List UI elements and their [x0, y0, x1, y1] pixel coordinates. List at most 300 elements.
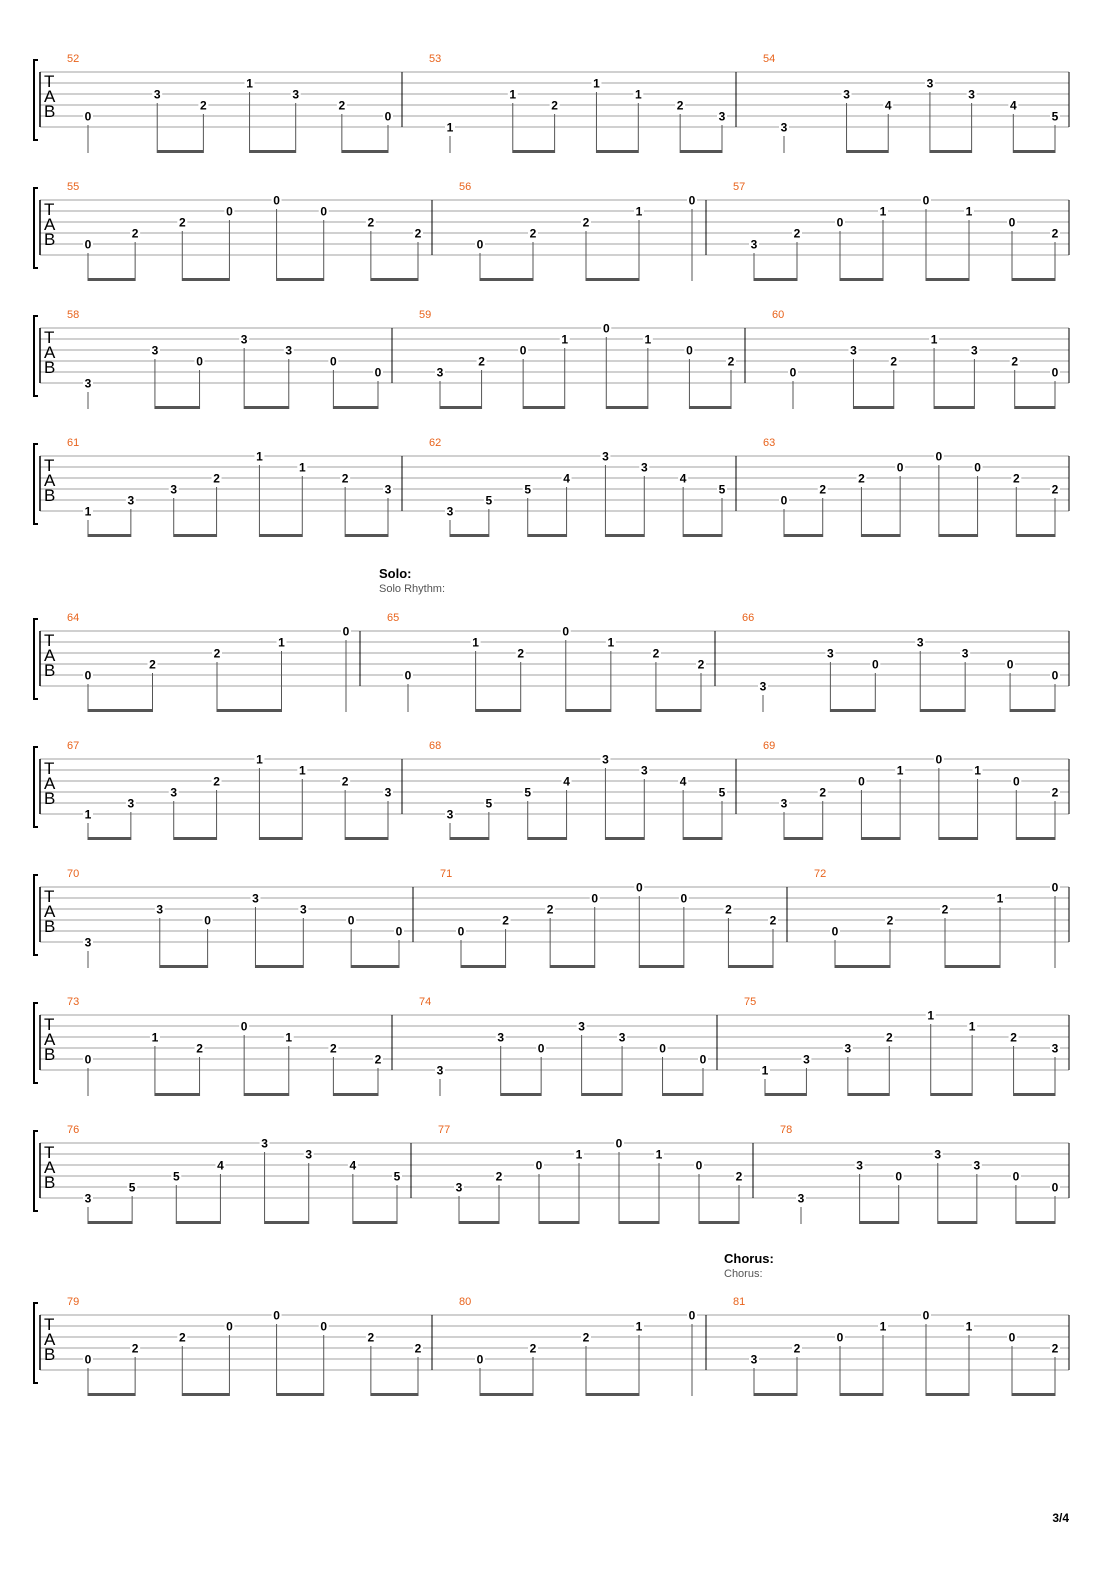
- fret-number: 0: [476, 237, 484, 252]
- tab-clef-letter: T: [44, 1143, 55, 1162]
- beam: [945, 965, 1000, 968]
- fret-number: 1: [896, 763, 904, 778]
- fret-number: 3: [827, 646, 834, 661]
- fret-number: 2: [529, 226, 537, 241]
- beam: [689, 406, 731, 409]
- beam: [784, 837, 823, 840]
- tab-clef-letter: A: [44, 471, 56, 490]
- fret-number: 5: [1051, 109, 1059, 124]
- fret-number: 1: [965, 204, 973, 219]
- section-title: Solo:: [379, 566, 412, 581]
- fret-number: 3: [384, 785, 392, 800]
- fret-number: 0: [395, 924, 403, 939]
- fret-number: 1: [256, 752, 263, 767]
- fret-number: 4: [1009, 98, 1017, 113]
- tab-clef-letter: B: [44, 917, 56, 936]
- measure-number: 58: [67, 309, 80, 321]
- system-bracket: [34, 444, 38, 524]
- fret-number: 3: [718, 109, 726, 124]
- fret-number: 1: [635, 1319, 643, 1334]
- fret-number: 0: [789, 365, 797, 380]
- beam: [88, 534, 131, 537]
- fret-number: 1: [84, 807, 92, 822]
- fret-number: 1: [634, 87, 642, 102]
- beam: [596, 150, 638, 153]
- tab-clef-letter: T: [44, 456, 55, 475]
- fret-number: 5: [172, 1169, 180, 1184]
- tab-clef-letter: B: [44, 102, 56, 121]
- beam: [440, 406, 482, 409]
- fret-number: 2: [819, 482, 827, 497]
- fret-number: 3: [640, 763, 648, 778]
- fret-number: 2: [341, 774, 349, 789]
- fret-number: 2: [941, 902, 949, 917]
- measure-number: 72: [814, 868, 827, 880]
- beam: [88, 1221, 132, 1224]
- fret-number: 0: [871, 657, 879, 672]
- beam: [351, 965, 399, 968]
- fret-number: 2: [178, 1330, 186, 1345]
- beam: [244, 406, 289, 409]
- tab-clef-letter: A: [44, 215, 56, 234]
- fret-number: 3: [497, 1030, 505, 1045]
- beam: [605, 837, 644, 840]
- fret-number: 3: [446, 504, 454, 519]
- measure-number: 77: [438, 1124, 451, 1136]
- fret-number: 1: [151, 1030, 159, 1045]
- fret-number: 0: [320, 204, 328, 219]
- fret-number: 2: [367, 1330, 375, 1345]
- measure-number: 61: [67, 437, 80, 449]
- tab-clef-letter: B: [44, 486, 56, 505]
- fret-number: 3: [127, 493, 135, 508]
- fret-number: 1: [655, 1147, 663, 1162]
- tab-clef-letter: B: [44, 358, 56, 377]
- fret-number: 0: [330, 354, 337, 369]
- fret-number: 0: [404, 668, 412, 683]
- beam: [217, 709, 282, 712]
- fret-number: 3: [84, 1191, 92, 1206]
- fret-number: 0: [347, 913, 355, 928]
- fret-number: 3: [750, 1352, 758, 1367]
- fret-number: 2: [546, 902, 554, 917]
- fret-number: 0: [922, 193, 930, 208]
- beam: [784, 534, 823, 537]
- beam: [606, 406, 648, 409]
- fret-number: 0: [1051, 1180, 1059, 1195]
- beam: [176, 1221, 220, 1224]
- fret-number: 0: [922, 1308, 930, 1323]
- fret-number: 0: [858, 774, 865, 789]
- fret-number: 0: [240, 1019, 248, 1034]
- fret-number: 0: [615, 1136, 623, 1151]
- beam: [931, 1093, 972, 1096]
- measure-number: 68: [429, 740, 442, 752]
- fret-number: 0: [780, 493, 788, 508]
- beam: [342, 150, 388, 153]
- tab-clef-letter: A: [44, 87, 56, 106]
- measure-number: 62: [429, 437, 442, 449]
- tab-clef-letter: B: [44, 1173, 56, 1192]
- measure-number: 70: [67, 868, 80, 880]
- beam: [174, 837, 217, 840]
- beam: [1012, 1393, 1055, 1396]
- beam: [459, 1221, 499, 1224]
- measure-number: 54: [763, 53, 776, 65]
- fret-number: 2: [414, 226, 422, 241]
- fret-number: 1: [593, 76, 600, 91]
- beam: [939, 534, 978, 537]
- fret-number: 2: [213, 774, 220, 789]
- beam: [619, 1221, 659, 1224]
- beam: [244, 1093, 289, 1096]
- fret-number: 0: [196, 354, 203, 369]
- tab-clef-letter: T: [44, 328, 55, 347]
- tab-clef-letter: T: [44, 887, 55, 906]
- fret-number: 2: [338, 98, 346, 113]
- fret-number: 4: [679, 774, 687, 789]
- beam: [450, 534, 489, 537]
- tab-clef-letter: A: [44, 1330, 56, 1349]
- fret-number: 3: [803, 1052, 810, 1067]
- tab-clef-letter: B: [44, 1345, 56, 1364]
- fret-number: 2: [1051, 482, 1059, 497]
- fret-number: 3: [151, 343, 159, 358]
- fret-number: 1: [968, 1019, 976, 1034]
- tab-clef-letter: B: [44, 789, 56, 808]
- tab-clef-letter: T: [44, 1015, 55, 1034]
- fret-number: 1: [446, 120, 454, 135]
- beam: [939, 837, 978, 840]
- tab-clef-letter: A: [44, 774, 56, 793]
- fret-number: 3: [856, 1158, 863, 1173]
- fret-number: 0: [695, 1158, 703, 1173]
- fret-number: 3: [240, 332, 248, 347]
- fret-number: 4: [217, 1158, 224, 1173]
- beam: [830, 709, 875, 712]
- fret-number: 2: [502, 913, 509, 928]
- fret-number: 0: [836, 1330, 844, 1345]
- beam: [265, 1221, 309, 1224]
- beam: [847, 150, 889, 153]
- fret-number: 3: [640, 460, 648, 475]
- beam: [513, 150, 555, 153]
- fret-number: 2: [1051, 226, 1059, 241]
- tab-clef-letter: A: [44, 646, 56, 665]
- fret-number: 3: [170, 785, 178, 800]
- fret-number: 3: [843, 87, 850, 102]
- measure-number: 74: [419, 996, 432, 1008]
- fret-number: 1: [996, 891, 1004, 906]
- beam: [683, 837, 722, 840]
- fret-number: 5: [128, 1180, 136, 1195]
- tab-clef-letter: B: [44, 230, 56, 249]
- tab-clef-letter: T: [44, 1315, 55, 1334]
- beam: [259, 534, 302, 537]
- beam: [699, 1221, 739, 1224]
- beam: [277, 278, 324, 281]
- system-bracket: [34, 316, 38, 396]
- fret-number: 2: [517, 646, 525, 661]
- fret-number: 1: [246, 76, 253, 91]
- tab-clef-letter: A: [44, 1158, 56, 1177]
- fret-number: 3: [84, 935, 92, 950]
- beam: [1016, 534, 1055, 537]
- section-title: Chorus:: [724, 1251, 774, 1266]
- fret-number: 3: [127, 796, 135, 811]
- tab-clef-letter: A: [44, 902, 56, 921]
- beam: [353, 1221, 397, 1224]
- fret-number: 3: [602, 449, 609, 464]
- tab-clef-letter: T: [44, 759, 55, 778]
- system-bracket: [34, 875, 38, 955]
- fret-number: 5: [524, 785, 532, 800]
- beam: [539, 1221, 579, 1224]
- beam: [639, 965, 684, 968]
- fret-number: 0: [659, 1041, 666, 1056]
- fret-number: 0: [562, 624, 570, 639]
- fret-number: 2: [793, 1341, 801, 1356]
- fret-number: 0: [1008, 215, 1016, 230]
- fret-number: 0: [1008, 1330, 1016, 1345]
- fret-number: 1: [278, 635, 285, 650]
- beam: [480, 278, 533, 281]
- beam: [656, 709, 701, 712]
- measure-number: 56: [459, 181, 472, 193]
- fret-number: 0: [1006, 657, 1014, 672]
- fret-number: 0: [1051, 668, 1059, 683]
- measure-number: 64: [67, 612, 80, 624]
- beam: [754, 1393, 797, 1396]
- tab-clef-letter: B: [44, 661, 56, 680]
- fret-number: 0: [974, 460, 981, 475]
- beam: [1015, 406, 1055, 409]
- system-bracket: [34, 1131, 38, 1211]
- fret-number: 0: [84, 109, 92, 124]
- beam: [450, 837, 489, 840]
- beam: [860, 1221, 899, 1224]
- fret-number: 0: [896, 460, 904, 475]
- measure-number: 59: [419, 309, 432, 321]
- fret-number: 3: [602, 752, 609, 767]
- tab-clef-letter: T: [44, 72, 55, 91]
- fret-number: 0: [895, 1169, 903, 1184]
- fret-number: 3: [261, 1136, 268, 1151]
- beam: [586, 1393, 639, 1396]
- fret-number: 1: [644, 332, 652, 347]
- beam: [930, 150, 972, 153]
- fret-number: 3: [961, 646, 969, 661]
- fret-number: 3: [170, 482, 178, 497]
- fret-number: 3: [436, 1063, 444, 1078]
- beam: [528, 534, 567, 537]
- beam: [528, 837, 567, 840]
- beam: [88, 709, 153, 712]
- fret-number: 3: [455, 1180, 463, 1195]
- fret-number: 0: [591, 891, 599, 906]
- measure-number: 78: [780, 1124, 793, 1136]
- fret-number: 0: [935, 449, 943, 464]
- fret-number: 5: [718, 482, 726, 497]
- fret-number: 2: [886, 913, 894, 928]
- tab-clef-letter: A: [44, 343, 56, 362]
- measure-number: 73: [67, 996, 80, 1008]
- beam: [480, 1393, 533, 1396]
- fret-number: 3: [292, 87, 300, 102]
- fret-number: 0: [204, 913, 211, 928]
- fret-number: 3: [84, 376, 92, 391]
- beam: [848, 1093, 889, 1096]
- fret-number: 1: [285, 1030, 293, 1045]
- fret-number: 2: [652, 646, 660, 661]
- fret-number: 2: [769, 913, 777, 928]
- beam: [501, 1093, 541, 1096]
- system-bracket: [34, 619, 38, 699]
- fret-number: 1: [84, 504, 92, 519]
- fret-number: 0: [535, 1158, 543, 1173]
- fret-number: 2: [131, 1341, 139, 1356]
- beam: [461, 965, 506, 968]
- system-bracket: [34, 60, 38, 140]
- beam: [88, 837, 131, 840]
- fret-number: 5: [485, 796, 493, 811]
- fret-number: 4: [679, 471, 687, 486]
- fret-number: 2: [1051, 1341, 1059, 1356]
- beam: [333, 406, 378, 409]
- beam: [1016, 837, 1055, 840]
- beam: [938, 1221, 977, 1224]
- fret-number: 0: [374, 365, 382, 380]
- beam: [476, 709, 521, 712]
- fret-number: 0: [342, 624, 350, 639]
- fret-number: 2: [131, 226, 139, 241]
- fret-number: 2: [196, 1041, 203, 1056]
- fret-number: 1: [607, 635, 615, 650]
- fret-number: 0: [688, 1308, 696, 1323]
- beam: [1016, 1221, 1055, 1224]
- measure-number: 52: [67, 53, 80, 65]
- fret-number: 2: [1011, 354, 1019, 369]
- fret-number: 0: [384, 109, 392, 124]
- fret-number: 2: [178, 215, 186, 230]
- fret-number: 1: [561, 332, 569, 347]
- fret-number: 3: [285, 343, 293, 358]
- beam: [250, 150, 296, 153]
- measure-number: 67: [67, 740, 80, 752]
- fret-number: 2: [495, 1169, 503, 1184]
- fret-number: 0: [320, 1319, 328, 1334]
- beam: [371, 278, 418, 281]
- section-subtitle: Solo Rhythm:: [379, 583, 446, 595]
- beam: [88, 278, 135, 281]
- fret-number: 3: [968, 87, 975, 102]
- fret-number: 2: [793, 226, 801, 241]
- fret-number: 2: [149, 657, 156, 672]
- beam: [663, 1093, 703, 1096]
- fret-number: 0: [457, 924, 465, 939]
- fret-number: 2: [414, 1341, 422, 1356]
- fret-number: 4: [563, 471, 570, 486]
- fret-number: 3: [844, 1041, 852, 1056]
- beam: [605, 534, 644, 537]
- beam: [582, 1093, 622, 1096]
- beam: [160, 965, 208, 968]
- system-bracket: [34, 1303, 38, 1383]
- beam: [155, 406, 200, 409]
- fret-number: 3: [973, 1158, 981, 1173]
- fret-number: 1: [965, 1319, 973, 1334]
- fret-number: 0: [680, 891, 688, 906]
- fret-number: 0: [226, 1319, 233, 1334]
- beam: [1014, 1093, 1055, 1096]
- page-number: 3/4: [1052, 1511, 1069, 1525]
- fret-number: 1: [472, 635, 479, 650]
- fret-number: 2: [529, 1341, 537, 1356]
- fret-number: 3: [971, 343, 978, 358]
- system-bracket: [34, 1003, 38, 1083]
- beam: [934, 406, 974, 409]
- fret-number: 3: [759, 679, 767, 694]
- fret-number: 3: [252, 891, 259, 906]
- fret-number: 2: [725, 902, 732, 917]
- fret-number: 4: [563, 774, 570, 789]
- fret-number: 2: [582, 215, 590, 230]
- fret-number: 2: [676, 98, 684, 113]
- system-bracket: [34, 188, 38, 268]
- beam: [754, 278, 797, 281]
- fret-number: 0: [1051, 365, 1059, 380]
- fret-number: 4: [884, 98, 892, 113]
- fret-number: 5: [718, 785, 726, 800]
- fret-number: 5: [393, 1169, 401, 1184]
- fret-number: 1: [761, 1063, 769, 1078]
- fret-number: 2: [727, 354, 735, 369]
- fret-number: 3: [618, 1030, 626, 1045]
- fret-number: 2: [1010, 1030, 1017, 1045]
- fret-number: 0: [226, 204, 233, 219]
- tab-clef-letter: T: [44, 631, 55, 650]
- fret-number: 3: [156, 902, 164, 917]
- fret-number: 0: [935, 752, 943, 767]
- fret-number: 0: [831, 924, 839, 939]
- beam: [861, 837, 900, 840]
- fret-number: 2: [885, 1030, 893, 1045]
- fret-number: 0: [635, 880, 643, 895]
- fret-number: 2: [213, 646, 221, 661]
- fret-number: 3: [305, 1147, 313, 1162]
- fret-number: 2: [200, 98, 207, 113]
- fret-number: 3: [436, 365, 444, 380]
- beam: [840, 1393, 883, 1396]
- fret-number: 3: [926, 76, 934, 91]
- fret-number: 3: [780, 120, 788, 135]
- fret-number: 3: [384, 482, 392, 497]
- beam: [182, 1393, 229, 1396]
- tab-clef-letter: T: [44, 200, 55, 219]
- fret-number: 2: [890, 354, 898, 369]
- fret-number: 2: [819, 785, 827, 800]
- fret-number: 3: [446, 807, 454, 822]
- beam: [835, 965, 890, 968]
- fret-number: 1: [879, 204, 887, 219]
- fret-number: 3: [153, 87, 161, 102]
- fret-number: 3: [780, 796, 788, 811]
- tab-clef-letter: A: [44, 1030, 56, 1049]
- fret-number: 3: [797, 1191, 805, 1206]
- beam: [88, 1393, 135, 1396]
- fret-number: 0: [84, 237, 92, 252]
- fret-number: 1: [927, 1008, 935, 1023]
